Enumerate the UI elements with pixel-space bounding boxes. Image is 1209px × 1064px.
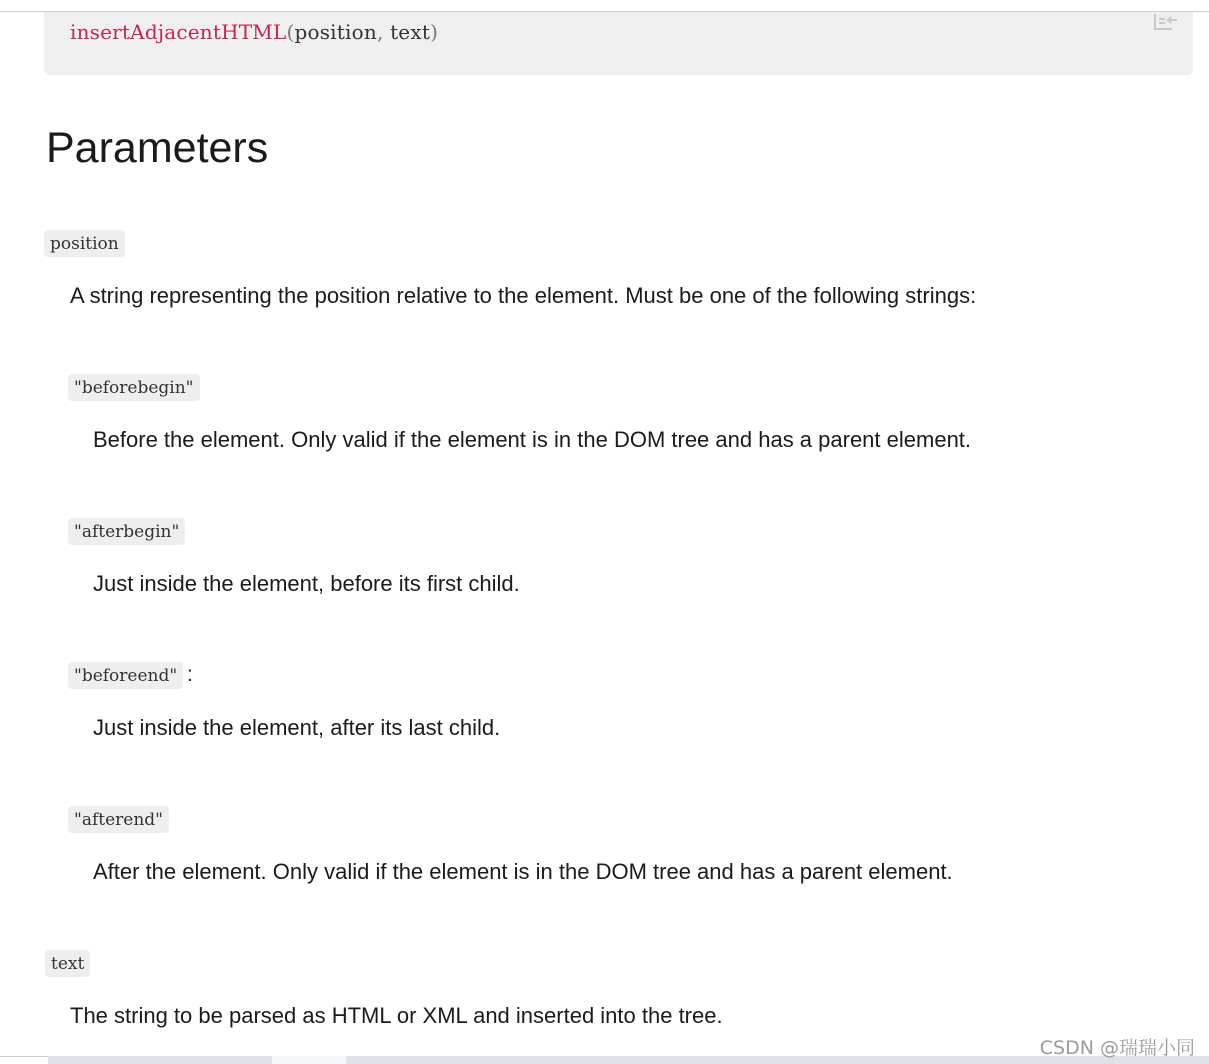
param-desc-position: A string representing the position relative to the element. Must be one of the following strings: <box>70 283 977 308</box>
code-param-text: text <box>390 20 431 44</box>
csdn-watermark: CSDN @瑞瑞小同 <box>1039 1037 1195 1059</box>
parameters-heading: Parameters <box>46 124 269 172</box>
option-desc-beforeend: Just inside the element, after its last child. <box>93 715 501 740</box>
option-desc-afterbegin: Just inside the element, before its first child. <box>93 571 520 596</box>
option-term-afterend: "afterend" <box>68 806 169 833</box>
syntax-code-block <box>44 12 1193 75</box>
copy-icon[interactable] <box>1151 12 1179 32</box>
code-function-name: insertAdjacentHTML <box>70 20 287 44</box>
code-comma: , <box>376 20 384 44</box>
option-term-beforeend: "beforeend" <box>68 662 183 689</box>
option-suffix-beforeend: : <box>187 663 193 686</box>
horizontal-scrollbar-thumb[interactable] <box>272 1056 346 1064</box>
option-term-afterbegin: "afterbegin" <box>68 518 185 545</box>
option-desc-beforebegin: Before the element. Only valid if the element is in the DOM tree and has a parent element. <box>93 427 972 452</box>
param-term-text: text <box>45 950 90 977</box>
horizontal-scrollbar-track[interactable] <box>0 1056 1209 1064</box>
option-desc-afterend: After the element. Only valid if the element is in the DOM tree and has a parent element. <box>93 859 953 884</box>
scrollbar-corner <box>0 1056 48 1064</box>
option-term-beforebegin: "beforebegin" <box>68 374 200 401</box>
syntax-code-line <box>70 20 438 44</box>
param-term-position: position <box>44 230 125 257</box>
code-param-position: position <box>294 20 377 44</box>
code-close-paren: ) <box>430 20 439 44</box>
code-open-paren: ( <box>286 20 295 44</box>
param-desc-text: The string to be parsed as HTML or XML and inserted into the tree. <box>70 1003 723 1028</box>
